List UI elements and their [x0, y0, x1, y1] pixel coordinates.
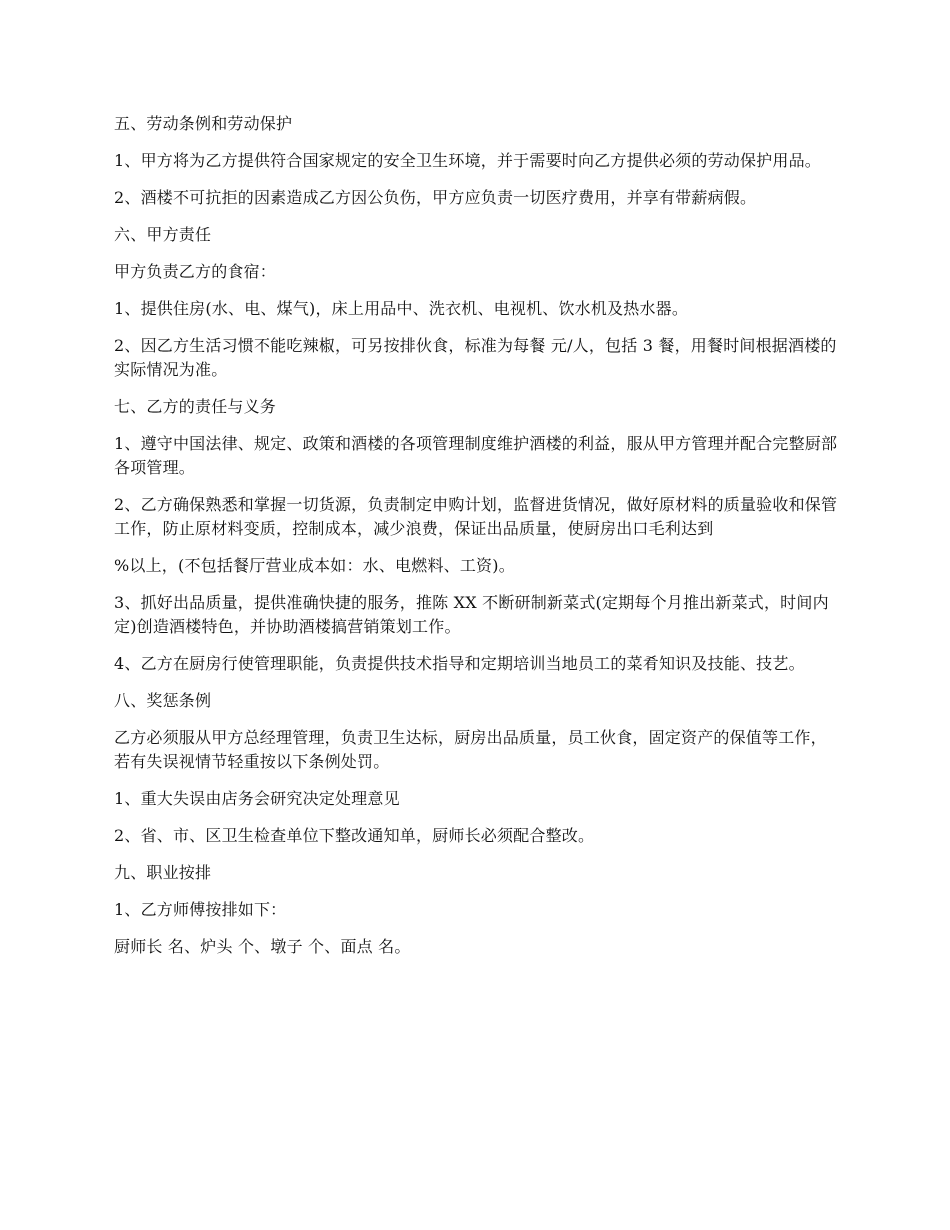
clause-5-2: 2、酒楼不可抗拒的因素造成乙方因公负伤，甲方应负责一切医疗费用，并享有带薪病假。	[114, 188, 757, 207]
clause-7-2: 2、乙方确保熟悉和掌握一切货源，负责制定申购计划，监督进货情况，做好原材料的质量验收和保管工作，防止原材料变质，控制成本，减少浪费，保证出品质量，使厨房出口毛利达到	[114, 495, 838, 538]
clause-9-staff: 厨师长 名、炉头 个、墩子 个、面点 名。	[114, 937, 411, 956]
section-heading-7: 七、乙方的责任与义务	[114, 397, 277, 416]
section-heading-8: 八、奖惩条例	[114, 691, 212, 710]
clause-7-2-continued: %以上，(不包括餐厅营业成本如：水、电燃料、工资)。	[114, 556, 515, 575]
clause-7-1: 1、遵守中国法律、规定、政策和酒楼的各项管理制度维护酒楼的利益，服从甲方管理并配合完整厨部各项管理。	[114, 434, 838, 477]
clause-7-4: 4、乙方在厨房行使管理职能，负责提供技术指导和定期培训当地员工的菜肴知识及技能、技艺。	[114, 654, 805, 673]
section-heading-9: 九、职业按排	[114, 863, 212, 882]
clause-5-1: 1、甲方将为乙方提供符合国家规定的安全卫生环境，并于需要时向乙方提供必须的劳动保护用品。	[114, 151, 821, 170]
clause-8-1: 1、重大失误由店务会研究决定处理意见	[114, 789, 400, 808]
section-heading-6: 六、甲方责任	[114, 225, 212, 244]
clause-6-intro: 甲方负责乙方的食宿：	[114, 262, 277, 281]
clause-6-2: 2、因乙方生活习惯不能吃辣椒，可另按排伙食，标准为每餐 元/人，包括 3 餐，用餐时间根据酒楼的实际情况为准。	[114, 336, 837, 379]
clause-6-1: 1、提供住房(水、电、煤气)，床上用品中、洗衣机、电视机、饮水机及热水器。	[114, 299, 689, 318]
clause-8-2: 2、省、市、区卫生检查单位下整改通知单，厨师长必须配合整改。	[114, 826, 595, 845]
clause-9-1: 1、乙方师傅按排如下：	[114, 900, 287, 919]
section-heading-5: 五、劳动条例和劳动保护	[114, 114, 293, 133]
clause-7-3: 3、抓好出品质量，提供准确快捷的服务，推陈 XX 不断研制新菜式(定期每个月推出新菜式，时间内定)创造酒楼特色，并协助酒楼搞营销策划工作。	[114, 593, 829, 636]
clause-8-intro: 乙方必须服从甲方总经理管理，负责卫生达标，厨房出品质量，员工伙食，固定资产的保值等工作，若有失误视情节轻重按以下条例处罚。	[114, 728, 827, 771]
document-page	[114, 112, 842, 972]
